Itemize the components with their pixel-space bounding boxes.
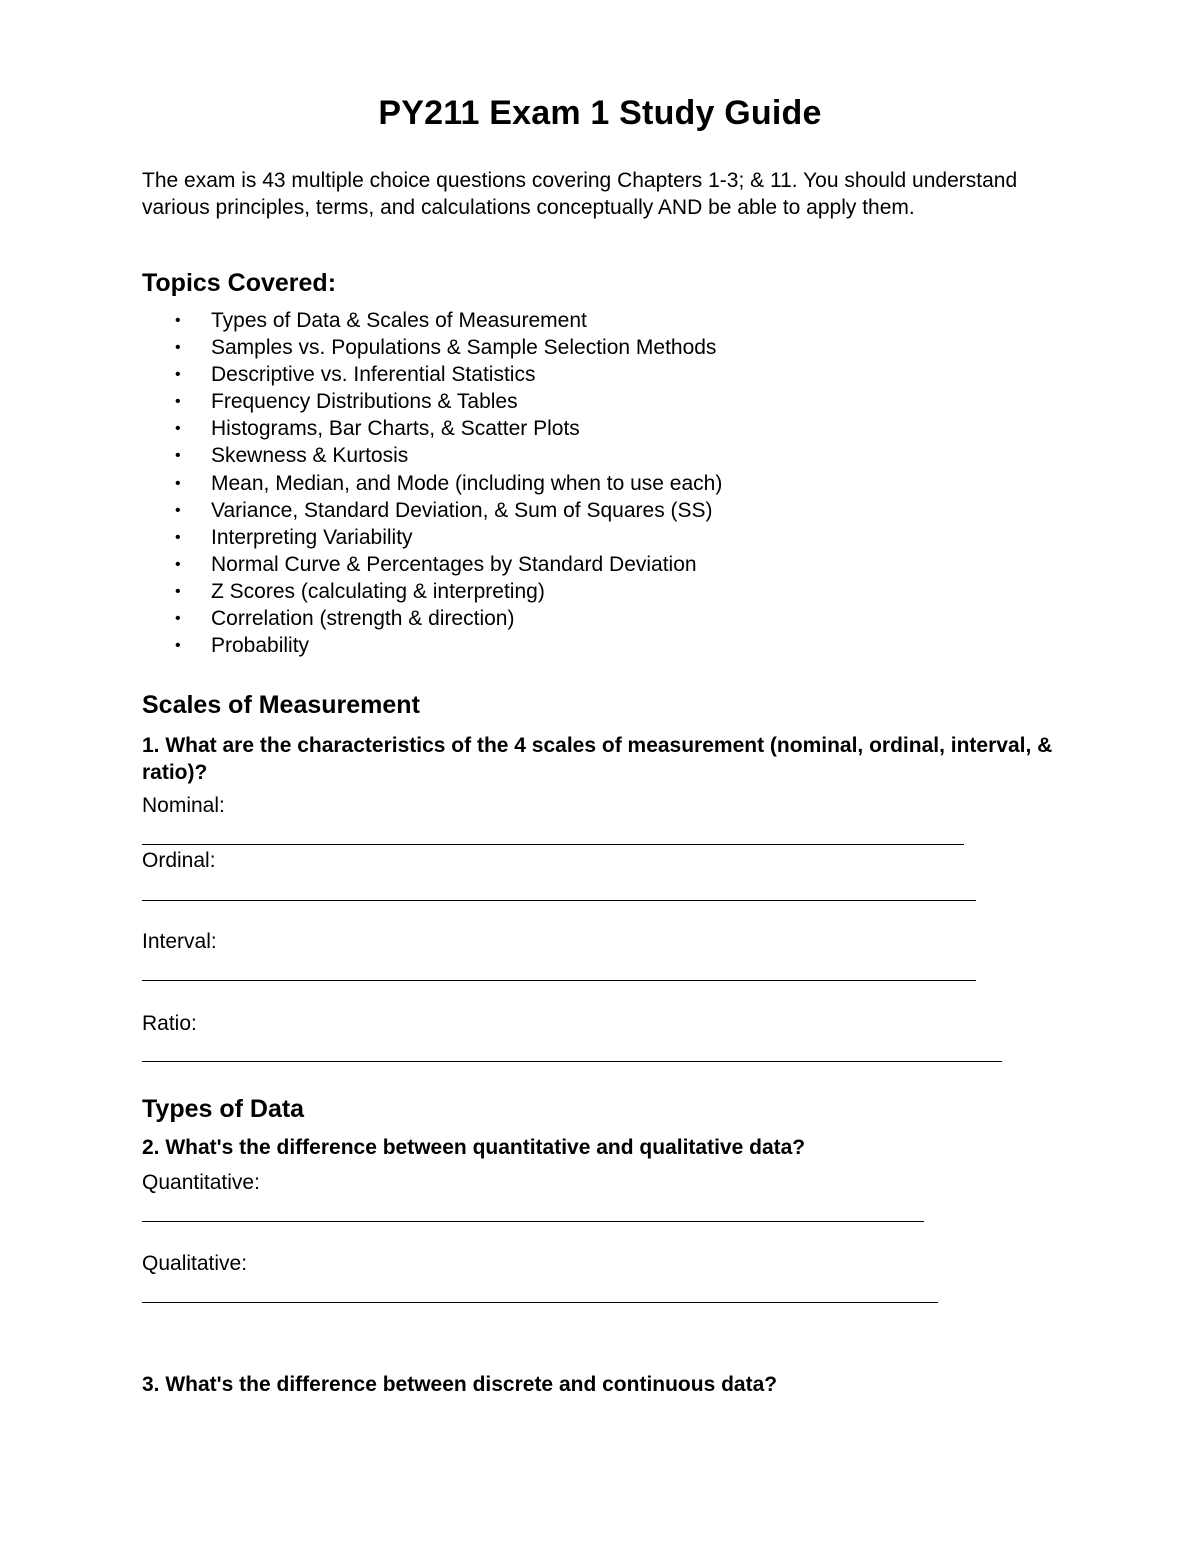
bullet: • [175, 501, 181, 519]
nominal-answer-line [142, 844, 964, 845]
quantitative-answer-line [142, 1221, 924, 1222]
topic-text: Histograms, Bar Charts, & Scatter Plots [211, 417, 580, 441]
bullet: • [175, 555, 181, 573]
topic-text: Frequency Distributions & Tables [211, 390, 518, 414]
topic-text: Types of Data & Scales of Measurement [211, 309, 587, 332]
nominal-label: Nominal: [142, 794, 225, 817]
bullet: • [175, 528, 181, 546]
qualitative-label: Qualitative: [142, 1252, 248, 1275]
interval-label: Interval: [142, 930, 217, 953]
topic-text: Variance, Standard Deviation, & Sum of Squares (SS) [211, 498, 713, 522]
topic-text: Correlation (strength & direction) [211, 607, 515, 631]
page-title: PY211 Exam 1 Study Guide [378, 94, 822, 132]
topic-text: Z Scores (calculating & interpreting) [211, 579, 545, 603]
topic-text: Normal Curve & Percentages by Standard Deviation [211, 552, 697, 576]
topics-heading: Topics Covered: [142, 269, 337, 297]
intro-paragraph: The exam is 43 multiple choice questions covering Chapters 1-3; & 11. You should understand various principles, terms, and calculations conceptually AND be able to apply them. [142, 169, 1018, 219]
bullet: • [175, 637, 181, 655]
bullet: • [175, 393, 181, 411]
topic-text: Mean, Median, and Mode (including when to use each) [211, 471, 723, 495]
question-3: 3. What's the difference between discrete and continuous data? [142, 1373, 778, 1396]
scales-heading: Scales of Measurement [142, 691, 420, 719]
topic-text: Skewness & Kurtosis [211, 444, 409, 468]
ratio-label: Ratio: [142, 1012, 197, 1035]
bullet: • [175, 447, 181, 465]
qualitative-answer-line [142, 1302, 938, 1303]
ratio-answer-line [142, 1061, 1002, 1062]
topic-text: Probability [211, 634, 310, 658]
bullet: • [175, 610, 181, 628]
quantitative-label: Quantitative: [142, 1171, 260, 1194]
topic-text: Interpreting Variability [211, 525, 413, 549]
types-heading: Types of Data [142, 1095, 305, 1123]
ordinal-answer-line [142, 900, 976, 901]
question-1: 1. What are the characteristics of the 4 scales of measurement (nominal, ordinal, interval, & ratio)? [142, 734, 1053, 784]
bullet: • [175, 582, 181, 600]
interval-answer-line [142, 980, 976, 981]
bullet: • [175, 474, 181, 492]
bullet: • [175, 366, 181, 384]
bullet: • [175, 312, 181, 329]
bullet: • [175, 339, 181, 357]
bullet: • [175, 420, 181, 438]
question-2: 2. What's the difference between quantitative and qualitative data? [142, 1136, 806, 1159]
topic-text: Samples vs. Populations & Sample Selection Methods [211, 336, 717, 360]
ordinal-label: Ordinal: [142, 849, 216, 872]
topic-text: Descriptive vs. Inferential Statistics [211, 363, 536, 387]
